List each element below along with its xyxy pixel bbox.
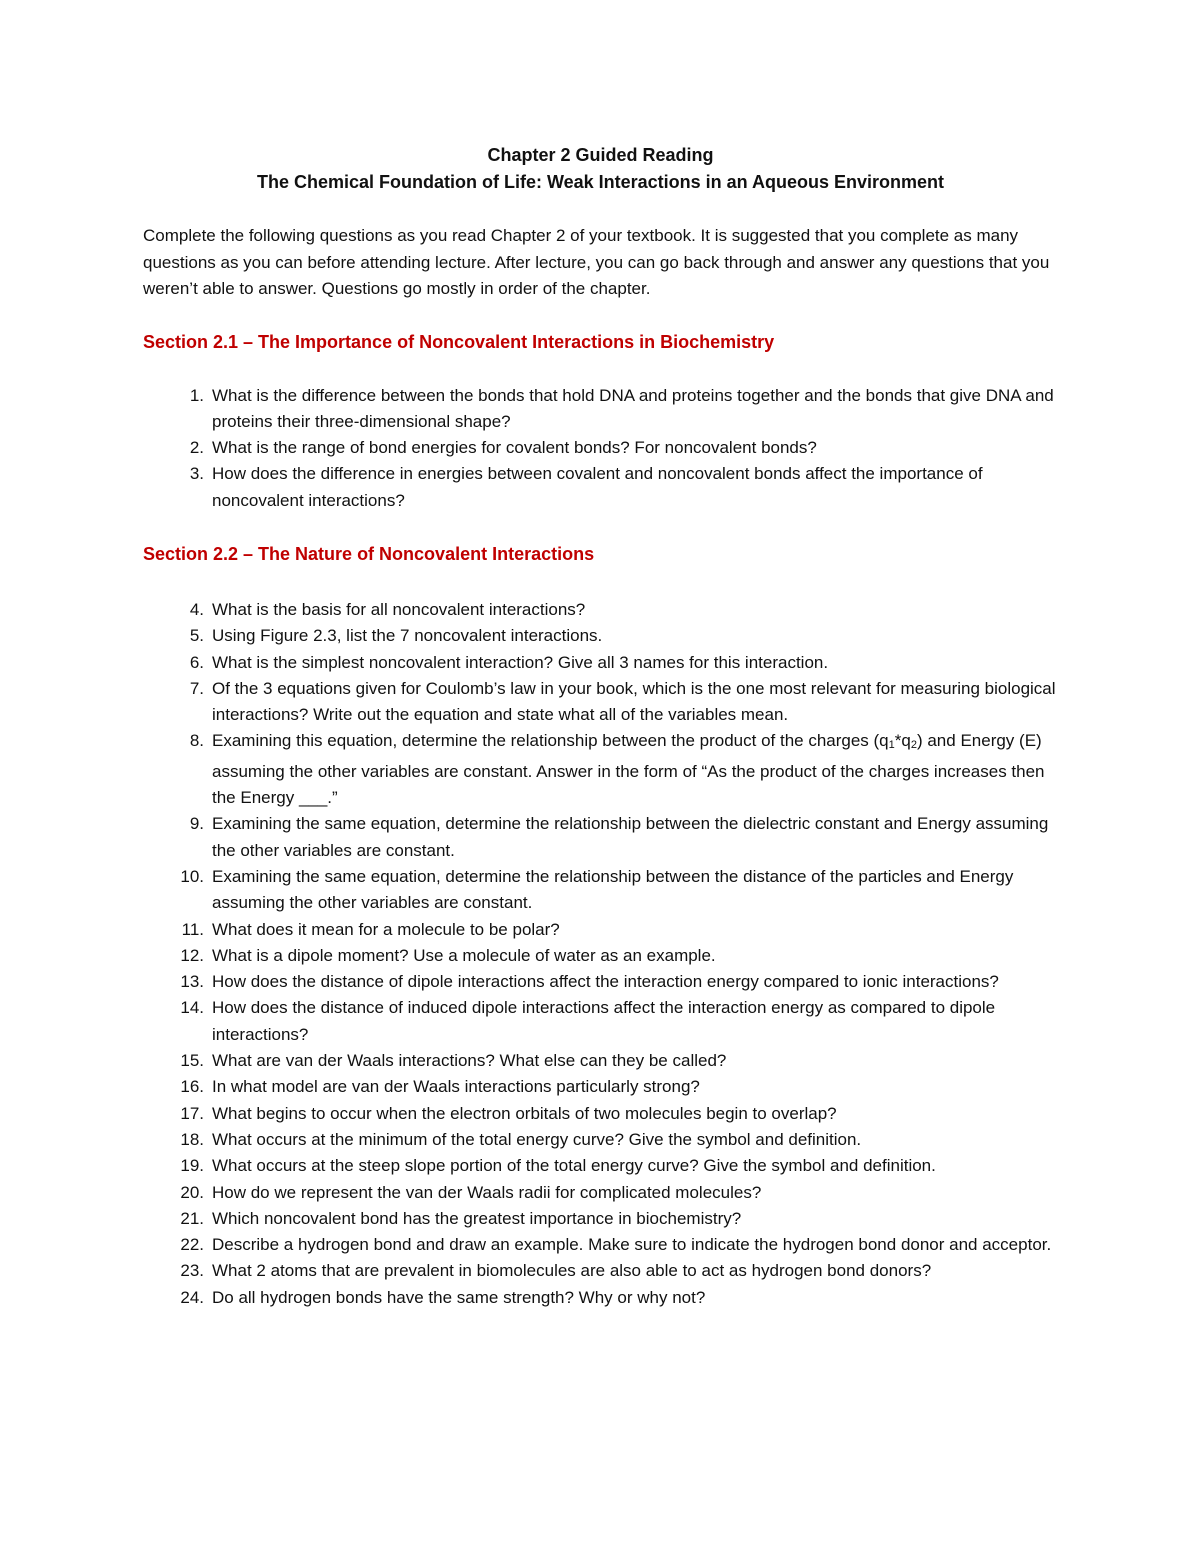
- question-number: 22.: [180, 1235, 204, 1255]
- question-list-section-2-1: [143, 383, 1058, 514]
- question-number: 13.: [180, 972, 204, 992]
- question-text: What does it mean for a molecule to be polar?: [212, 919, 560, 939]
- question-number: 23.: [180, 1261, 204, 1281]
- question-text: What 2 atoms that are prevalent in biomolecules are also able to act as hydrogen bond donors?: [212, 1261, 932, 1281]
- question-item-21: [143, 1206, 1058, 1232]
- question-number: 16.: [180, 1077, 204, 1097]
- question-item-2: [143, 435, 1058, 461]
- question-number: 20.: [180, 1182, 204, 1202]
- question-number: 12.: [180, 945, 204, 965]
- question-item-20: [143, 1180, 1058, 1206]
- question-number: 14.: [180, 998, 204, 1018]
- question-number: 8.: [189, 731, 204, 751]
- question-text: What is the range of bond energies for covalent bonds? For noncovalent bonds?: [212, 438, 817, 458]
- question-item-24: [143, 1285, 1058, 1311]
- question-number: 1.: [189, 385, 204, 405]
- question-item-22: [143, 1232, 1058, 1258]
- question-text: What begins to occur when the electron orbitals of two molecules begin to overlap?: [212, 1103, 837, 1123]
- question-text: What is the simplest noncovalent interaction? Give all 3 names for this interaction.: [212, 652, 829, 672]
- question-item-8: [143, 728, 1058, 811]
- section-heading-2-2: Section 2.2 – The Nature of Noncovalent Interactions: [143, 543, 595, 564]
- question-text: What is the basis for all noncovalent interactions?: [212, 599, 586, 619]
- question-number: 17.: [180, 1103, 204, 1123]
- question-item-12: [143, 943, 1058, 969]
- question-text-part: ) and Energy (E) assuming the other variables are constant. Answer in the form of “As the product of the charges increases then the Energy ___.”: [212, 731, 1045, 808]
- question-text: Describe a hydrogen bond and draw an example. Make sure to indicate the hydrogen bond donor and acceptor.: [212, 1235, 1052, 1255]
- question-text: Examining the same equation, determine the relationship between the distance of the particles and Energy assuming the other variables are constant.: [212, 866, 1014, 913]
- question-text: How does the distance of dipole interactions affect the interaction energy compared to ionic interactions?: [212, 972, 999, 992]
- question-text: How does the distance of induced dipole interactions affect the interaction energy as compared to dipole interactions?: [212, 998, 996, 1044]
- question-text: Of the 3 equations given for Coulomb’s law in your book, which is the one most relevant for measuring biological interactions? Write out the equation and state what all of the variables mean.: [212, 678, 1056, 725]
- question-text: Which noncovalent bond has the greatest importance in biochemistry?: [212, 1208, 742, 1228]
- question-number: 7.: [189, 678, 204, 698]
- question-text: In what model are van der Waals interactions particularly strong?: [212, 1077, 700, 1097]
- question-number: 18.: [180, 1129, 204, 1149]
- question-text-part: Examining this equation, determine the relationship between the product of the charges (q: [212, 731, 889, 751]
- question-text: What occurs at the minimum of the total energy curve? Give the symbol and definition.: [212, 1129, 862, 1149]
- question-number: 9.: [189, 814, 204, 834]
- question-text: How do we represent the van der Waals radii for complicated molecules?: [212, 1182, 762, 1202]
- question-number: 19.: [180, 1156, 204, 1176]
- question-text: What is the difference between the bonds that hold DNA and proteins together and the bonds that give DNA and proteins their three-dimensional shape?: [212, 385, 1054, 431]
- document-title: Chapter 2 Guided Reading: [487, 145, 714, 165]
- question-number: 21.: [180, 1208, 204, 1228]
- question-text: How does the difference in energies between covalent and noncovalent bonds affect the importance of noncovalent interactions?: [212, 464, 983, 510]
- question-item-14: [143, 995, 1058, 1048]
- question-number: 11.: [181, 919, 204, 939]
- question-number: 3.: [189, 464, 204, 484]
- question-item-6: [143, 650, 1058, 676]
- question-text: Using Figure 2.3, list the 7 noncovalent interactions.: [212, 626, 603, 646]
- question-number: 5.: [189, 626, 204, 646]
- question-number: 6.: [189, 652, 204, 672]
- question-item-18: [143, 1127, 1058, 1153]
- question-item-23: [143, 1258, 1058, 1284]
- question-item-16: [143, 1074, 1058, 1100]
- question-text-part: *q: [894, 731, 911, 751]
- question-number: 24.: [180, 1287, 204, 1307]
- question-item-4: [143, 597, 1058, 623]
- document-content: [143, 142, 1058, 1311]
- question-list-section-2-2: [143, 597, 1058, 1311]
- subscript: 2: [910, 739, 917, 752]
- question-number: 4.: [189, 599, 204, 619]
- question-item-15: [143, 1048, 1058, 1074]
- question-text: What is a dipole moment? Use a molecule of water as an example.: [212, 945, 716, 965]
- question-number: 15.: [180, 1051, 204, 1071]
- question-item-11: [143, 917, 1058, 943]
- question-item-1: [143, 383, 1058, 436]
- question-item-13: [143, 969, 1058, 995]
- question-item-7: [143, 676, 1058, 729]
- question-text: What are van der Waals interactions? What else can they be called?: [212, 1051, 727, 1071]
- subscript: 1: [888, 739, 895, 752]
- question-text: [212, 731, 1045, 807]
- question-item-17: [143, 1101, 1058, 1127]
- question-item-19: [143, 1153, 1058, 1179]
- section-heading-2-1: Section 2.1 – The Importance of Noncovalent Interactions in Biochemistry: [143, 331, 775, 352]
- question-item-3: [143, 461, 1058, 514]
- intro-paragraph: Complete the following questions as you read Chapter 2 of your textbook. It is suggested that you complete as many questions as you can before attending lecture. After lecture, you can go back through and answer any questions that you weren’t able to answer. Questions go mostly in order of the chapter.: [143, 226, 1050, 298]
- question-text: Examining the same equation, determine the relationship between the dielectric constant and Energy assuming the other variables are constant.: [212, 814, 1049, 860]
- question-text: Do all hydrogen bonds have the same strength? Why or why not?: [212, 1287, 706, 1307]
- question-text: What occurs at the steep slope portion of the total energy curve? Give the symbol and definition.: [212, 1156, 936, 1176]
- question-number: 2.: [189, 438, 204, 458]
- question-item-5: [143, 623, 1058, 649]
- question-number: 10.: [180, 866, 204, 886]
- question-item-9: [143, 811, 1058, 864]
- question-item-10: [143, 864, 1058, 917]
- document-subtitle: The Chemical Foundation of Life: Weak Interactions in an Aqueous Environment: [256, 172, 945, 192]
